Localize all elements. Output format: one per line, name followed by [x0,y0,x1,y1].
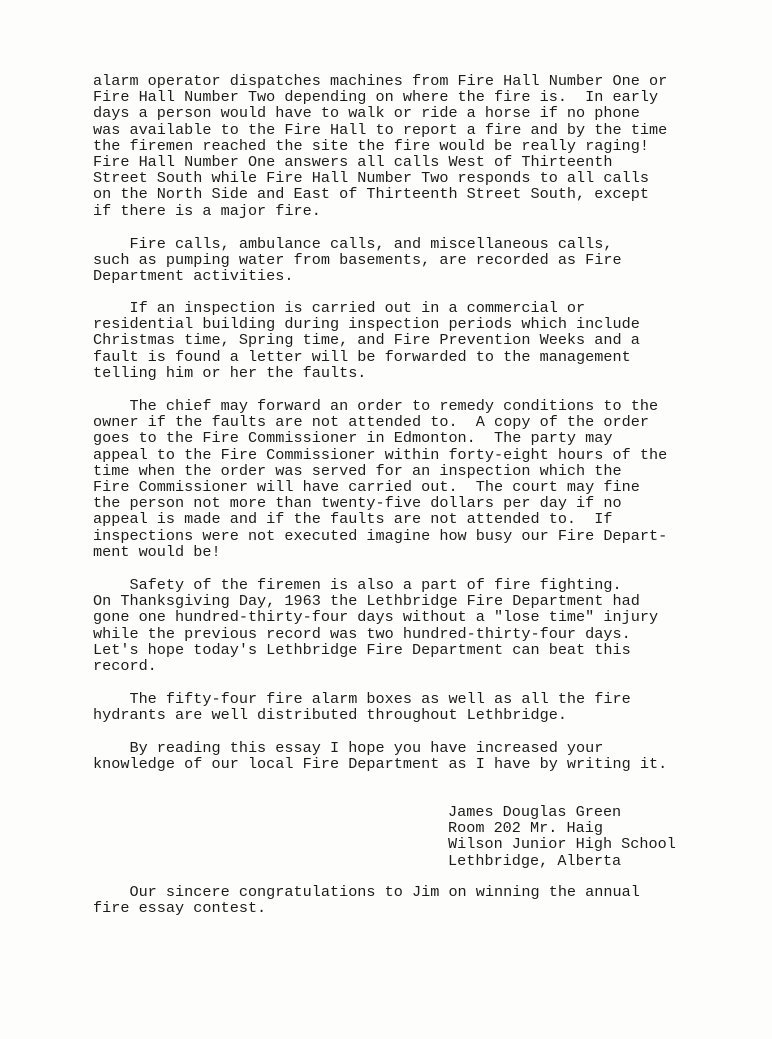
paragraph-conclusion: By reading this essay I hope you have increased your knowledge of our local Fire Department as I have by writing it. [93,739,668,774]
closing-note: Our sincere congratulations to Jim on winning the annual fire essay contest. [93,883,640,918]
paragraph-alarm-dispatch: alarm operator dispatches machines from Fire Hall Number One or Fire Hall Number Two depending on where the fire is. In early days a person would have to walk or ride a horse if no phone was available to the Fire Hall to report a fire and by the time the firemen reached the site the fire would be really raging! Fire Hall Number One answers all calls West of Thirteenth Street South while Fire Hall Number Two responds to all calls on the North Side and East of Thirteenth Street South, except if there is a major fire. [93,72,668,220]
author-signature: James Douglas Green Room 202 Mr. Haig Wilson Junior High School Lethbridge, Alberta [448,803,676,870]
paragraph-fire-calls: Fire calls, ambulance calls, and miscellaneous calls, such as pumping water from basements, are recorded as Fire Department activities. [93,235,622,286]
paragraph-inspection: If an inspection is carried out in a commercial or residential building during inspection periods which include Christmas time, Spring time, and Fire Prevention Weeks and a fault is found a letter will be forwarded to the management telling him or her the faults. [93,299,640,382]
paragraph-chief-order: The chief may forward an order to remedy conditions to the owner if the faults are not attended to. A copy of the order goes to the Fire Commissioner in Edmonton. The party may appeal to the Fire Commissioner within forty-eight hours of the time when the order was served for an inspection which the Fire Commissioner will have carried out. The court may fine the person not more than twenty-five dollars per day if no appeal is made and if the faults are not attended to. If inspections were not executed imagine how busy our Fire Depart- ment would be! [93,397,668,561]
paragraph-alarm-boxes: The fifty-four fire alarm boxes as well as all the fire hydrants are well distributed throughout Lethbridge. [93,690,631,725]
paragraph-safety: Safety of the firemen is also a part of fire fighting. On Thanksgiving Day, 1963 the Lethbridge Fire Department had gone one hundred-thirty-four days without a "lose time" injury while the previous record was two hundred-thirty-four days. Let's hope today's Lethbridge Fire Department can beat this record. [93,576,659,676]
